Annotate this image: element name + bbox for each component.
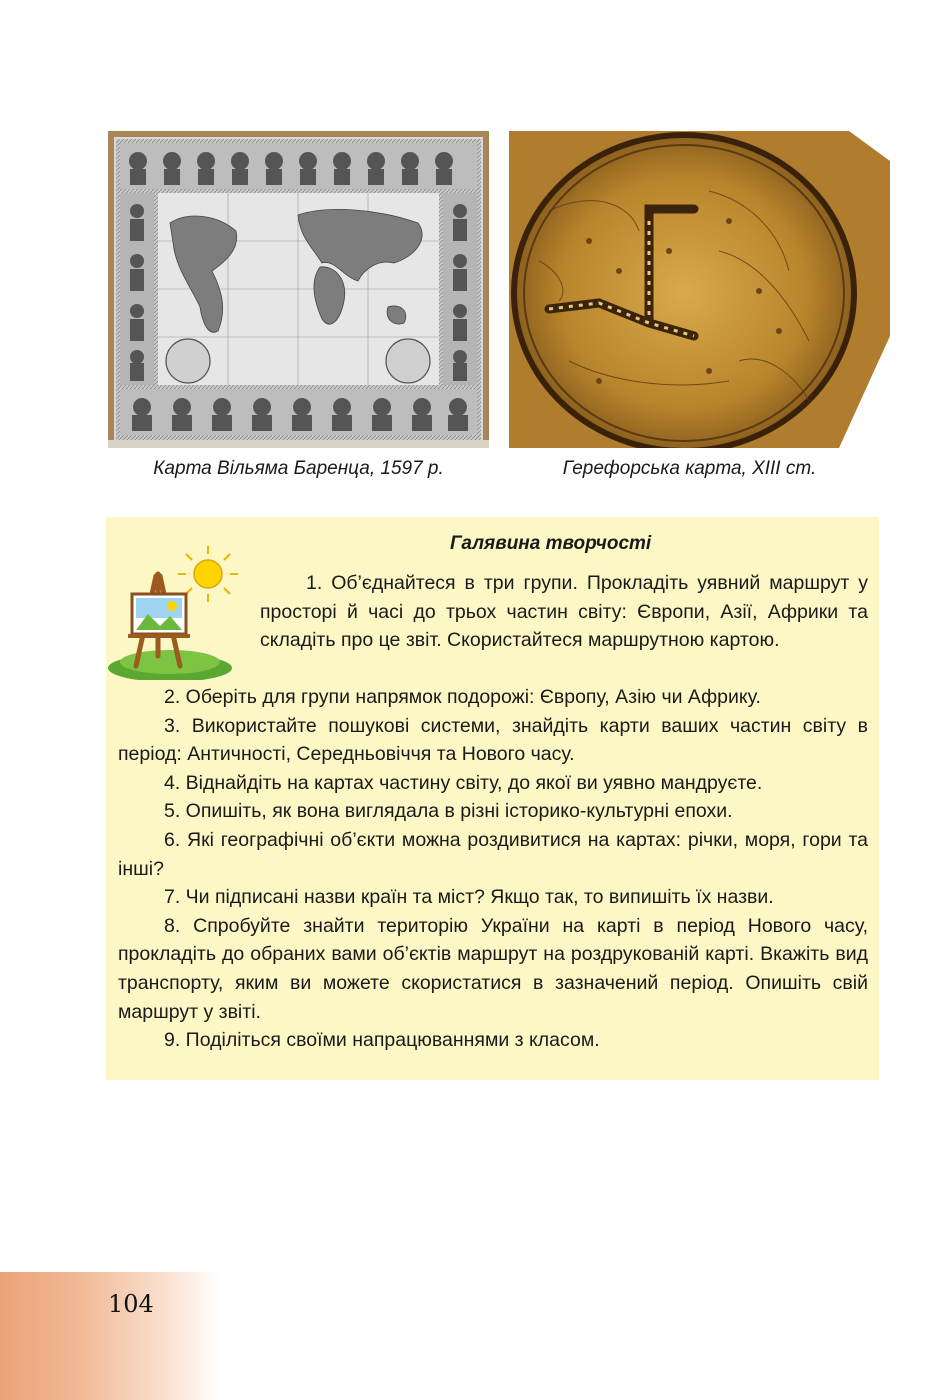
- task-1-text: 1. Об’єднайтеся в три групи. Прокладіть уявний маршрут у просторі й часі до трьох частин світу: Європи, Азії, Африки та складіть про це звіт. Скористайтеся маршрутною картою.: [260, 572, 868, 652]
- task-list: [118, 683, 868, 1055]
- task-7: 7. Чи підписані назви країн та міст? Якщо так, то випишіть їх назви.: [164, 886, 774, 909]
- barents-map-caption: Карта Вільяма Баренца, 1597 р.: [153, 458, 444, 479]
- task-4: 4. Віднайдіть на картах частину світу, до якої ви уявно мандруєте.: [164, 771, 763, 794]
- easel-with-sun-icon: [108, 546, 238, 680]
- task-6: 6. Які географічні об’єкти можна роздивитися на картах: річки, моря, гори та інші?: [118, 828, 868, 880]
- barents-map-image: [108, 131, 489, 448]
- panel-title: Галявина творчості: [450, 533, 652, 554]
- task-5: 5. Опишіть, як вона виглядала в різні історико-культурні епохи.: [164, 800, 733, 823]
- task-3: 3. Використайте пошукові системи, знайдіть карти ваших частин світу в період: Античності, Середньовіччя та Нового часу.: [118, 714, 868, 766]
- hereford-map-image: [509, 131, 890, 448]
- task-9: 9. Поділіться своїми напрацюваннями з класом.: [164, 1029, 600, 1052]
- task-1: [260, 569, 868, 655]
- task-8: 8. Спробуйте знайти територію України на карті в період Нового часу, прокладіть до обраних вами об’єктів маршрут на роздрукованій карті. Вкажіть вид транспорту, яким ви можете скористатися в зазначений період. Опишіть свій маршрут у звіті.: [118, 914, 868, 1023]
- page-number: 104: [108, 1290, 154, 1318]
- task-2: 2. Оберіть для групи напрямок подорожі: Європу, Азію чи Африку.: [164, 686, 761, 708]
- hereford-map-caption: Герефорська карта, XIII ст.: [562, 458, 817, 479]
